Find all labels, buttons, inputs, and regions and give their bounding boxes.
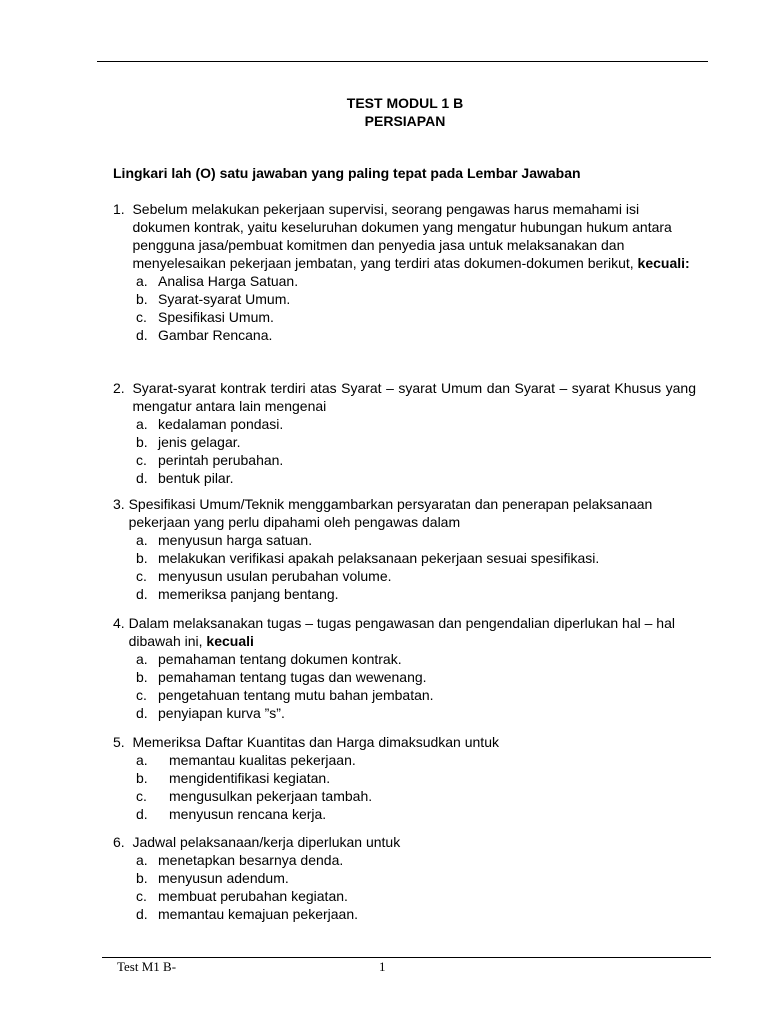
option-d[interactable]: d. menyusun rencana kerja. bbox=[136, 806, 327, 822]
option-d[interactable]: d. penyiapan kurva ”s”. bbox=[136, 705, 285, 721]
option-a[interactable]: a. memantau kualitas pekerjaan. bbox=[136, 752, 356, 768]
option-b[interactable]: b. melakukan verifikasi apakah pelaksanaan pekerjaan sesuai spesifikasi. bbox=[136, 550, 600, 566]
footer-label: Test M1 B- bbox=[117, 959, 177, 974]
options-list bbox=[113, 415, 696, 487]
question-stem bbox=[113, 614, 696, 650]
option-c[interactable]: c. menyusun usulan perubahan volume. bbox=[136, 568, 392, 584]
option-b[interactable]: b. Syarat-syarat Umum. bbox=[136, 291, 291, 307]
options-list bbox=[113, 531, 696, 603]
question-number: 4. bbox=[113, 615, 129, 631]
footer-rule bbox=[102, 957, 711, 958]
question-number: 2. bbox=[113, 380, 133, 396]
question-stem bbox=[113, 200, 696, 272]
header-rule bbox=[97, 61, 708, 62]
question-1 bbox=[113, 200, 696, 344]
option-c[interactable]: c. pengetahuan tentang mutu bahan jembatan. bbox=[136, 687, 434, 703]
option-b[interactable]: b. jenis gelagar. bbox=[136, 434, 241, 450]
option-c[interactable]: c. mengusulkan pekerjaan tambah. bbox=[136, 788, 373, 804]
page-number: 1 bbox=[379, 959, 386, 974]
options-list bbox=[113, 751, 696, 823]
question-6 bbox=[113, 833, 696, 923]
instruction-text: Lingkari lah (O) satu jawaban yang paling tepat pada Lembar Jawaban bbox=[113, 165, 581, 181]
options-list bbox=[113, 851, 696, 923]
option-d[interactable]: d. bentuk pilar. bbox=[136, 470, 234, 486]
question-stem bbox=[113, 379, 696, 415]
option-d[interactable]: d. Gambar Rencana. bbox=[136, 327, 273, 343]
question-number: 3. bbox=[113, 496, 129, 512]
option-b[interactable]: b. menyusun adendum. bbox=[136, 870, 289, 886]
question-3 bbox=[113, 495, 696, 603]
question-text: Dalam melaksanakan tugas – tugas pengawasan dan pengendalian diperlukan hal – hal dibawah ini, kecuali bbox=[128, 615, 675, 649]
option-a[interactable]: a. kedalaman pondasi. bbox=[136, 416, 284, 432]
question-4 bbox=[113, 614, 696, 722]
question-stem bbox=[113, 495, 696, 531]
option-c[interactable]: c. membuat perubahan kegiatan. bbox=[136, 888, 348, 904]
question-2 bbox=[113, 379, 696, 487]
option-b[interactable]: b. mengidentifikasi kegiatan. bbox=[136, 770, 331, 786]
options-list bbox=[113, 272, 696, 344]
question-stem bbox=[113, 733, 696, 751]
question-text: Memeriksa Daftar Kuantitas dan Harga dimaksudkan untuk bbox=[132, 734, 499, 750]
document-title: TEST MODUL 1 B bbox=[346, 95, 464, 111]
option-d[interactable]: d. memantau kemajuan pekerjaan. bbox=[136, 906, 359, 922]
question-text: Syarat-syarat kontrak terdiri atas Syarat – syarat Umum dan Syarat – syarat Khusus yang mengatur antara lain mengenai bbox=[132, 380, 696, 414]
option-c[interactable]: c. Spesifikasi Umum. bbox=[136, 309, 274, 325]
option-a[interactable]: a. menyusun harga satuan. bbox=[136, 532, 313, 548]
question-emphasis: kecuali: bbox=[637, 255, 690, 271]
question-5 bbox=[113, 733, 696, 823]
option-b[interactable]: b. pemahaman tentang tugas dan wewenang. bbox=[136, 669, 427, 685]
option-a[interactable]: a. pemahaman tentang dokumen kontrak. bbox=[136, 651, 402, 667]
option-a[interactable]: a. Analisa Harga Satuan. bbox=[136, 273, 299, 289]
question-text: Sebelum melakukan pekerjaan supervisi, seorang pengawas harus memahami isi dokumen kontrak, yaitu keseluruhan dokumen yang mengatur hubungan hukum antara pengguna jasa/pembuat komitmen dan penyedia jasa untuk melaksanakan dan menyelesaikan pekerjaan jembatan, yang terdiri atas dokumen-dokumen berikut, kecuali: bbox=[132, 201, 690, 271]
options-list bbox=[113, 650, 696, 722]
question-emphasis: kecuali bbox=[206, 633, 254, 649]
question-number: 5. bbox=[113, 734, 133, 750]
option-c[interactable]: c. perintah perubahan. bbox=[136, 452, 284, 468]
option-a[interactable]: a. menetapkan besarnya denda. bbox=[136, 852, 344, 868]
question-number: 1. bbox=[113, 201, 133, 217]
question-stem bbox=[113, 833, 696, 851]
option-d[interactable]: d. memeriksa panjang bentang. bbox=[136, 586, 339, 602]
question-text: Spesifikasi Umum/Teknik menggambarkan persyaratan dan penerapan pelaksanaan pekerjaan yang perlu dipahami oleh pengawas dalam bbox=[128, 496, 653, 530]
question-number: 6. bbox=[113, 834, 133, 850]
question-text: Jadwal pelaksanaan/kerja diperlukan untuk bbox=[132, 834, 401, 850]
document-subtitle: PERSIAPAN bbox=[364, 113, 446, 129]
